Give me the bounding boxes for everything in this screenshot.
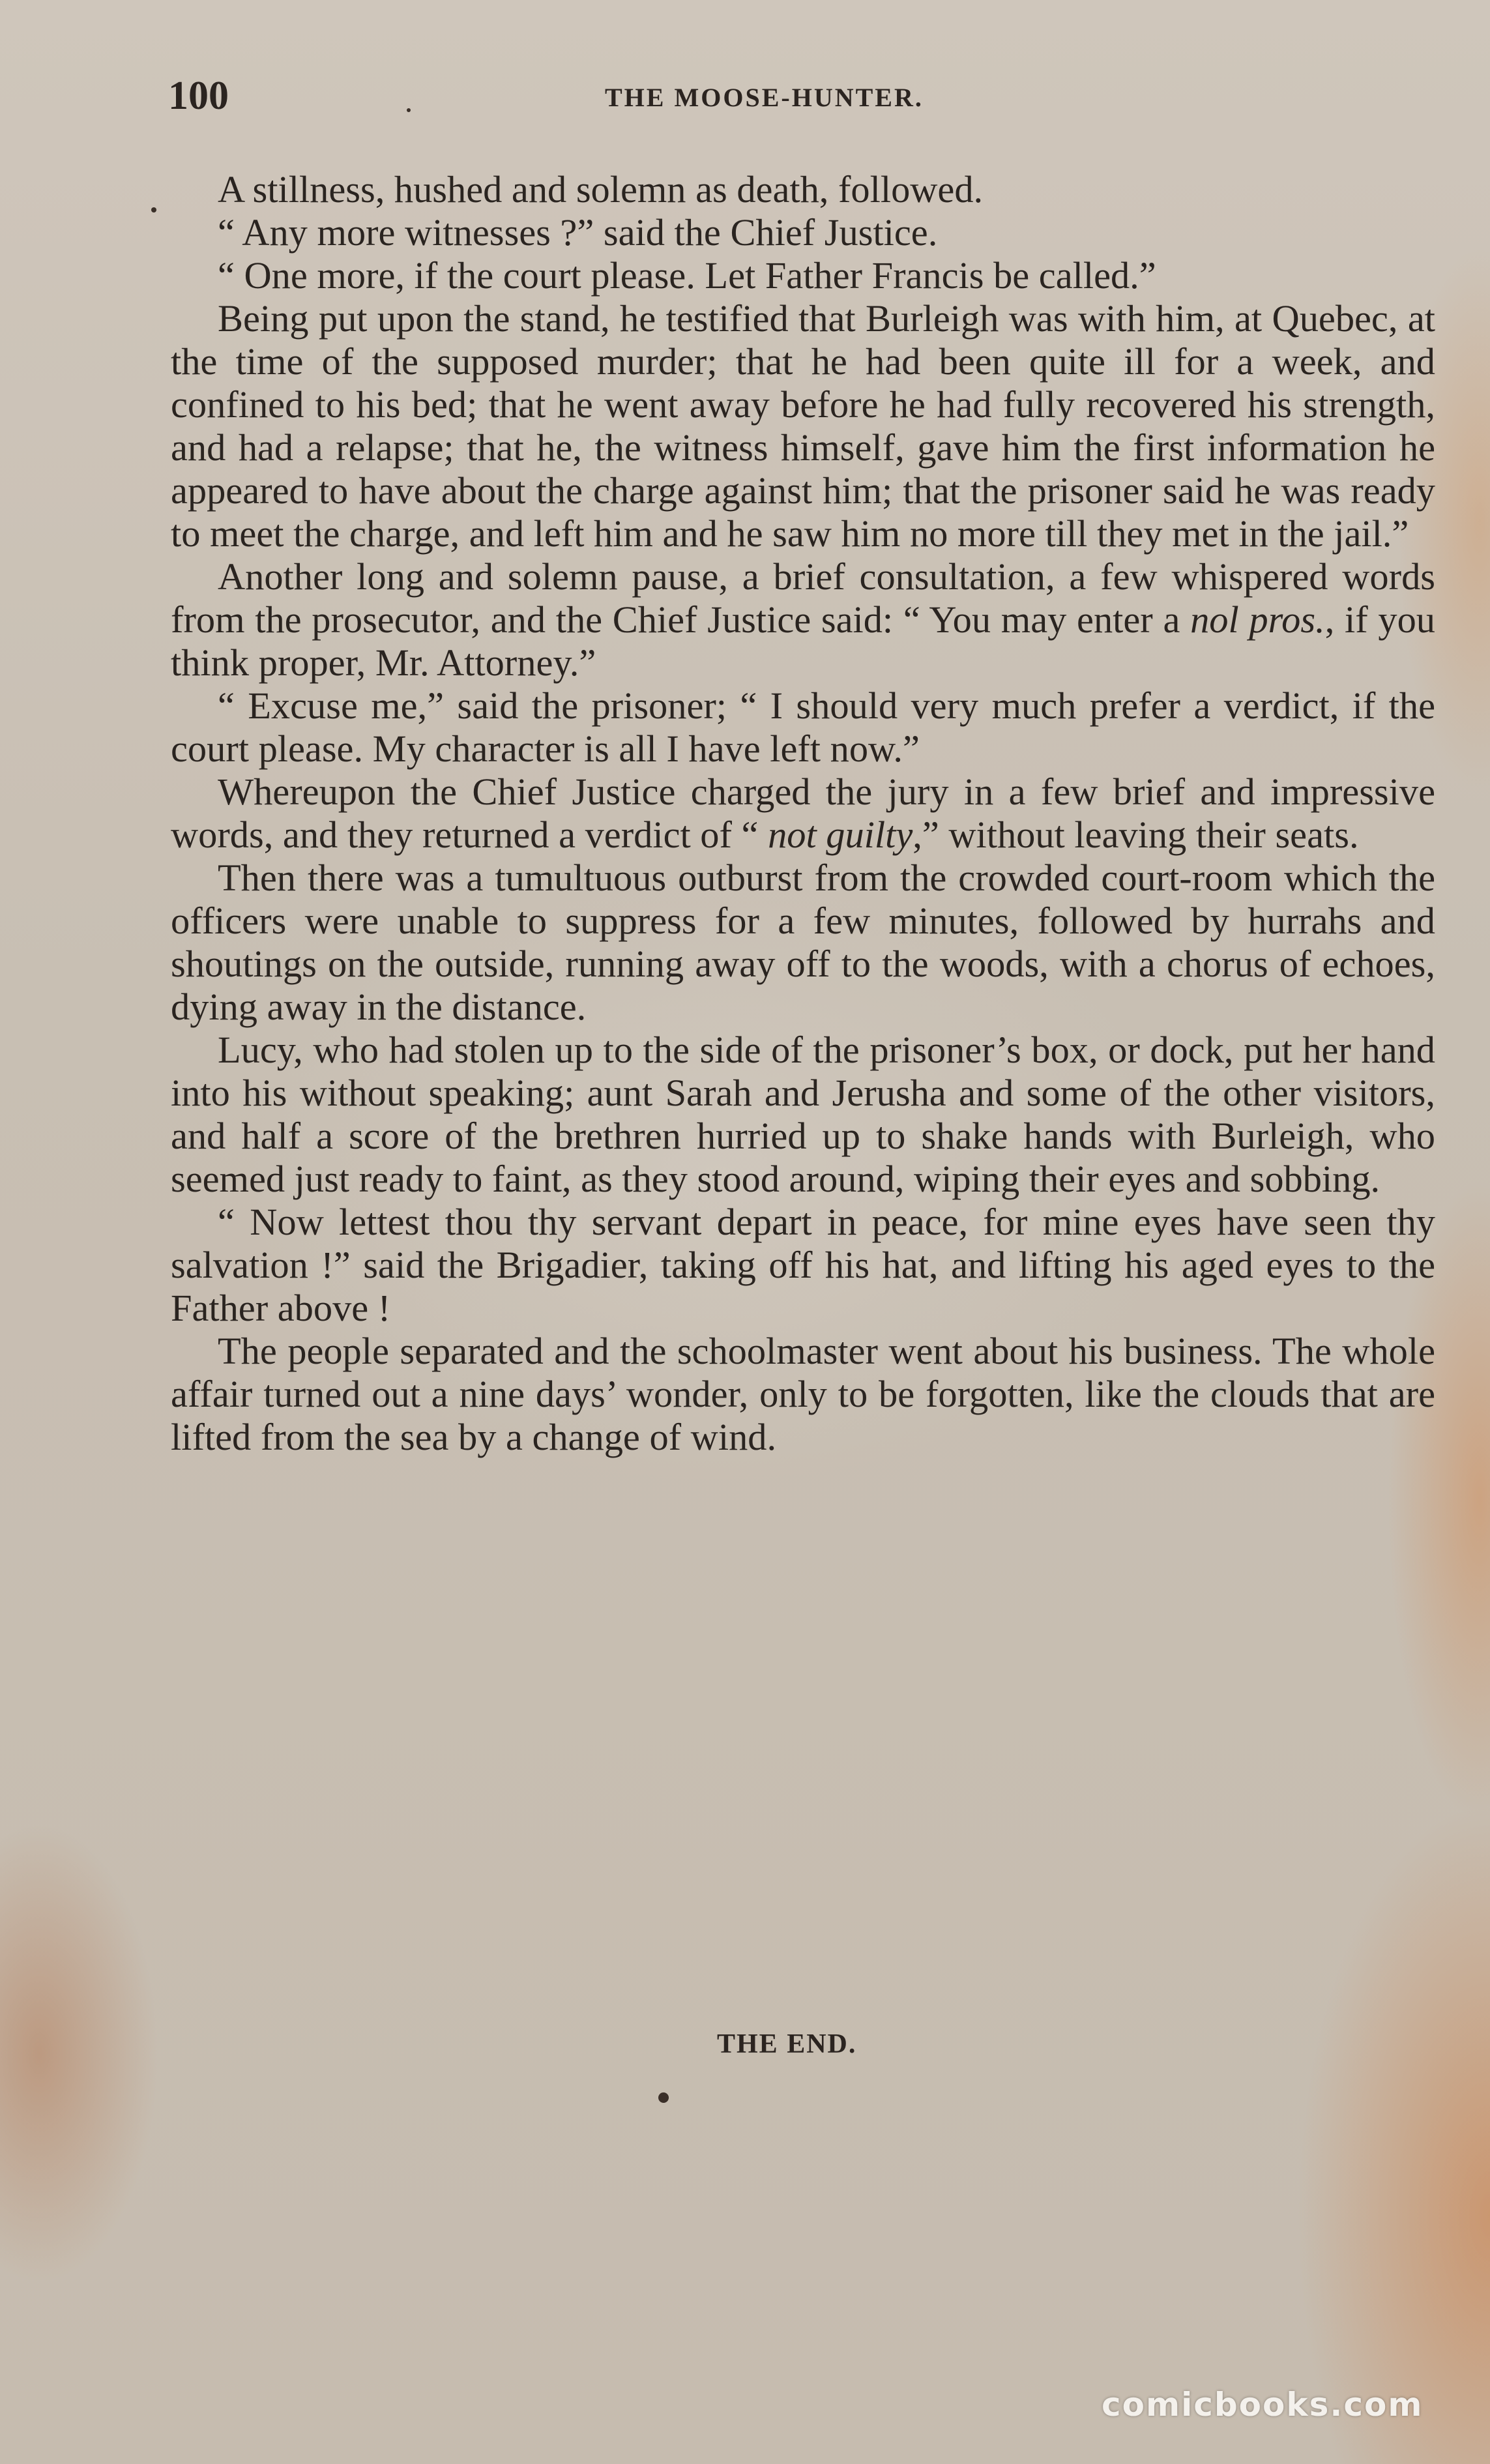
paragraph: “ Now lettest thou thy servant depart in peace, for mine eyes have seen thy salvation !” said the Brigadier, taking off his hat, and lifting his aged eyes to the Father above ! xyxy=(171,1201,1435,1329)
ink-speck xyxy=(151,207,156,213)
paragraph: Lucy, who had stolen up to the side of the prisoner’s box, or dock, put her hand into his without speaking; aunt Sarah and Jerusha and some of the other visitors, and half a score of the brethren hurried up to shake hands with Burleigh, who seemed just ready to faint, as they stood around, wiping their eyes and sobbing. xyxy=(171,1029,1435,1200)
watermark: comicbooks.com xyxy=(1102,2386,1424,2424)
ink-speck xyxy=(658,2092,669,2103)
body-text xyxy=(171,168,1435,1459)
italic-phrase: nol pros. xyxy=(1190,598,1325,641)
ink-speck xyxy=(407,108,411,112)
paragraph: The people separated and the schoolmaster went about his business. The whole affair turned out a nine days’ wonder, only to be forgotten, like the clouds that are lifted from the sea by a change of wind. xyxy=(171,1330,1435,1458)
paragraph: “ Any more witnesses ?” said the Chief Justice. xyxy=(218,211,938,254)
paragraph: “ One more, if the court please. Let Father Francis be called.” xyxy=(218,254,1156,297)
running-title: THE MOOSE-HUNTER. xyxy=(605,83,924,112)
paragraph: “ Excuse me,” said the prisoner; “ I should very much prefer a verdict, if the court please. My character is all I have left now.” xyxy=(171,684,1435,770)
italic-phrase: not guilty xyxy=(768,814,913,856)
the-end-label: THE END. xyxy=(717,2029,857,2059)
page-number: 100 xyxy=(168,74,229,118)
paragraph: Whereupon the Chief Justice charged the jury in a few brief and impressive words, and they returned a verdict of “ not guilty,” without leaving their seats. xyxy=(171,770,1435,856)
page-header xyxy=(168,73,1455,119)
paragraph: Then there was a tumultuous outburst from the crowded court-room which the officers were unable to suppress for a few minutes, followed by hurrahs and shoutings on the outside, running away off to the woods, with a chorus of echoes, dying away in the distance. xyxy=(171,857,1435,1028)
paragraph: Being put upon the stand, he testified that Burleigh was with him, at Quebec, at the time of the supposed murder; that he had been quite ill for a week, and confined to his bed; that he went away before he had fully recovered his strength, and had a relapse; that he, the witness himself, gave him the first information he appeared to have about the charge against him; that the prisoner said he was ready to meet the charge, and left him and he saw him no more till they met in the jail.” xyxy=(171,297,1435,555)
paragraph: Another long and solemn pause, a brief consultation, a few whispered words from the prosecutor, and the Chief Justice said: “ You may enter a nol pros., if you think proper, Mr. Attorney.” xyxy=(171,555,1435,684)
paragraph: A stillness, hushed and solemn as death, followed. xyxy=(218,168,984,211)
